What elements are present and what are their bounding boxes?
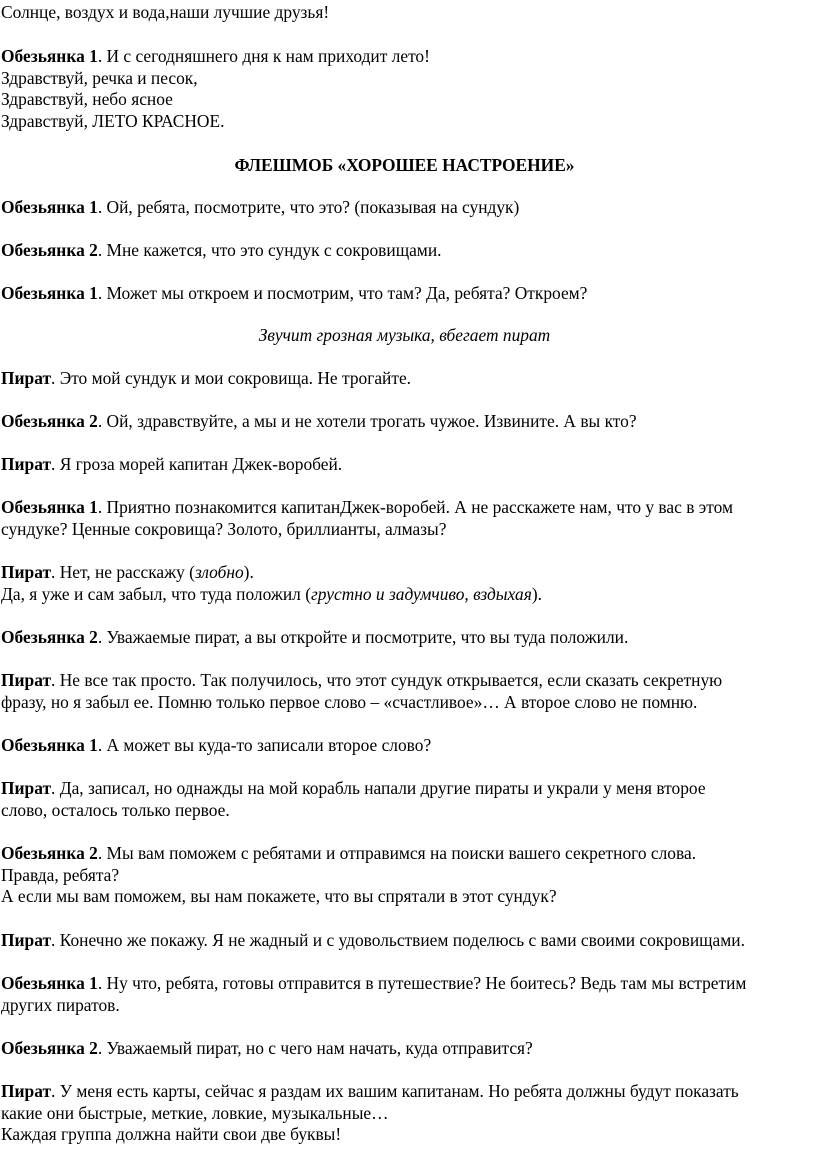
stage-remark: грустно и задумчиво, вздыхая xyxy=(311,583,532,604)
replica xyxy=(1,627,808,649)
speaker-name: Обезьянка 2 xyxy=(1,1038,98,1058)
replica-text: ). xyxy=(243,562,254,582)
replica xyxy=(1,1081,808,1146)
replica-text: . Уважаемые пират, а вы откройте и посмотрите, что вы туда положили. xyxy=(97,627,629,647)
replica-text: слово, осталось только первое. xyxy=(1,799,230,820)
verse-line: Здравствуй, ЛЕТО КРАСНОЕ. xyxy=(1,110,225,131)
replica-line xyxy=(1,46,808,68)
replica xyxy=(1,930,808,952)
replica xyxy=(1,973,808,1016)
replica-text: . Ой, здравствуйте, а мы и не хотели трогать чужое. Извините. А вы кто? xyxy=(97,411,637,431)
replica-text: . Мы вам поможем с ребятами и отправимся на поиски вашего секретного слова. xyxy=(97,843,697,863)
replica xyxy=(1,454,808,476)
replica xyxy=(1,368,808,390)
replica-text: . Конечно же покажу. Я не жадный и с удовольствием поделюсь с вами своими сокровищами. xyxy=(51,930,745,950)
speaker-name: Обезьянка 1 xyxy=(1,735,98,755)
replica-text: . И с сегодняшнего дня к нам приходит лето! xyxy=(97,46,430,66)
speaker-name: Пират xyxy=(1,368,52,388)
replica xyxy=(1,670,808,713)
replica xyxy=(1,843,808,908)
replica-text: Да, я уже и сам забыл, что туда положил ( xyxy=(1,583,311,604)
replica-text: какие они быстрые, меткие, ловкие, музыкальные… xyxy=(1,1102,389,1123)
speaker-name: Обезьянка 2 xyxy=(1,411,98,431)
speaker-name: Пират xyxy=(1,930,52,950)
speaker-name: Обезьянка 2 xyxy=(1,627,98,647)
replica xyxy=(1,411,808,433)
section-heading xyxy=(1,155,808,177)
speaker-name: Обезьянка 1 xyxy=(1,973,98,993)
intro-line: Солнце, воздух и вода,наши лучшие друзья! xyxy=(1,2,330,22)
replica-text: . Да, записал, но однажды на мой корабль напали другие пираты и украли у меня второе xyxy=(51,778,706,798)
speaker-name: Обезьянка 1 xyxy=(1,497,98,517)
replica xyxy=(1,497,808,540)
replica xyxy=(1,197,808,219)
replica-text: . Ну что, ребята, готовы отправится в путешествие? Не боитесь? Ведь там мы встретим xyxy=(97,973,747,993)
speaker-name: Обезьянка 2 xyxy=(1,843,98,863)
speaker-name: Пират xyxy=(1,562,52,582)
replica-text: других пиратов. xyxy=(1,994,120,1015)
replica-text: ). xyxy=(531,583,542,604)
intro-block xyxy=(1,2,808,24)
stage-direction-text: Звучит грозная музыка, вбегает пират xyxy=(258,325,551,345)
replica-text: Каждая группа должна найти свои две буквы! xyxy=(1,1124,342,1145)
replica xyxy=(1,562,808,605)
verse-line: Здравствуй, небо ясное xyxy=(1,89,173,110)
replica-text: . Приятно познакомится капитанДжек-воробей. А не расскажете нам, что у вас в этом xyxy=(97,497,733,517)
replica-text: . Может мы откроем и посмотрим, что там? Да, ребята? Откроем? xyxy=(97,283,588,303)
replica-text: . Ой, ребята, посмотрите, что это? (показывая на сундук) xyxy=(97,197,520,217)
replica-text: . Уважаемый пират, но с чего нам начать, куда отправится? xyxy=(97,1038,533,1058)
replica-text: . Это мой сундук и мои сокровища. Не трогайте. xyxy=(51,368,412,388)
replica-text: А если мы вам поможем, вы нам покажете, что вы спрятали в этот сундук? xyxy=(1,886,557,907)
speaker-name: Пират xyxy=(1,1081,52,1101)
speaker-name: Обезьянка 1 xyxy=(1,283,98,303)
replica xyxy=(1,735,808,757)
replica-text: . А может вы куда-то записали второе слово? xyxy=(97,735,432,755)
speaker-name: Пират xyxy=(1,670,52,690)
speaker-name: Пират xyxy=(1,778,52,798)
replica xyxy=(1,283,808,305)
stage-remark: злобно xyxy=(194,562,244,582)
speaker-name: Обезьянка 1 xyxy=(1,197,98,217)
replica-text: фразу, но я забыл ее. Помню только первое слово – «счастливое»… А второе слово не помню. xyxy=(1,691,698,712)
stage-direction xyxy=(1,325,808,347)
verse-line: Здравствуй, речка и песок, xyxy=(1,67,198,88)
replica xyxy=(1,1038,808,1060)
speaker-name: Пират xyxy=(1,454,52,474)
replica-text: . Не все так просто. Так получилось, что этот сундук открывается, если сказать секретную xyxy=(51,670,723,690)
replica-text: сундуке? Ценные сокровища? Золото, бриллианты, алмазы? xyxy=(1,518,447,539)
replica-text: . Нет, не расскажу ( xyxy=(51,562,195,582)
verse-block xyxy=(1,46,808,132)
replica xyxy=(1,240,808,262)
replica-text: . Мне кажется, что это сундук с сокровищами. xyxy=(97,240,442,260)
heading-text: ФЛЕШМОБ «ХОРОШЕЕ НАСТРОЕНИЕ» xyxy=(234,155,575,175)
speaker-name: Обезьянка 2 xyxy=(1,240,98,260)
speaker-name: Обезьянка 1 xyxy=(1,46,98,66)
replica xyxy=(1,778,808,821)
replica-text: . У меня есть карты, сейчас я раздам их вашим капитанам. Но ребята должны будут показать xyxy=(51,1081,739,1101)
replica-text: . Я гроза морей капитан Джек-воробей. xyxy=(51,454,343,474)
replica-text: Правда, ребята? xyxy=(1,864,120,885)
